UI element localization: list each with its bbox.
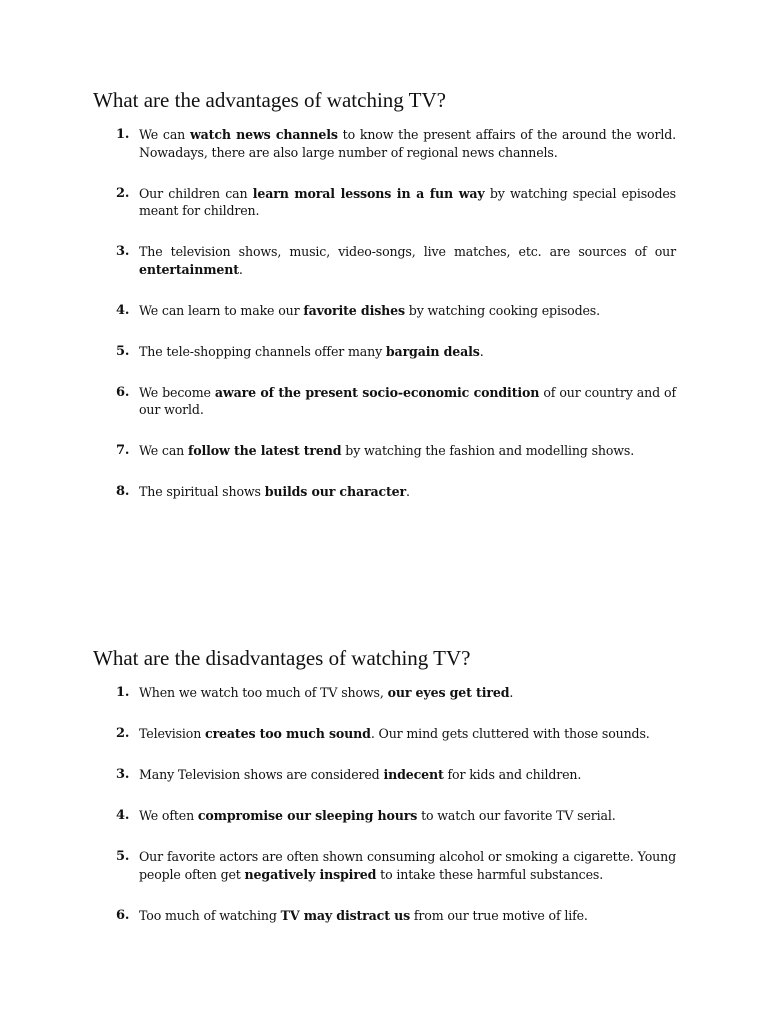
item-text: by watching the fashion and modelling shows. <box>341 443 635 458</box>
item-text: When we watch too much of TV shows, <box>139 685 388 700</box>
item-number: 6 . <box>116 907 129 925</box>
disadvantages-list <box>93 684 676 924</box>
list-item <box>93 766 676 784</box>
emphasis-text: TV may distract us <box>280 907 411 923</box>
advantages-section <box>93 86 676 524</box>
item-text: . <box>406 484 410 499</box>
list-item <box>93 302 676 320</box>
emphasis-text: compromise our sleeping hours <box>197 808 418 823</box>
list-item <box>93 442 676 460</box>
advantages-list <box>93 126 676 501</box>
item-text: for kids and children. <box>443 767 582 782</box>
disadvantages-heading: What are the disadvantages of watching TV? <box>93 646 471 670</box>
item-text: . Our mind gets cluttered with those sounds. <box>370 726 650 741</box>
item-text: from our true motive of life. <box>410 907 588 923</box>
item-text: Many Television shows are considered <box>139 767 384 782</box>
item-number: 2 . <box>116 185 129 203</box>
item-number: 3 . <box>116 766 129 784</box>
advantages-heading: What are the advantages of watching TV? <box>93 88 446 112</box>
item-text: We can <box>139 443 188 458</box>
list-item <box>93 848 676 883</box>
emphasis-text: aware of the present socio-economic condition <box>214 384 540 400</box>
emphasis-text: bargain deals <box>385 343 480 359</box>
item-number: 1 . <box>116 126 129 144</box>
item-text: We can learn to make our <box>139 302 304 318</box>
item-text: Our children can <box>139 185 253 201</box>
item-number: 1 . <box>116 684 129 702</box>
item-text: . <box>479 343 484 359</box>
item-number: 5 . <box>116 343 129 361</box>
item-text: to watch our favorite TV serial. <box>417 808 616 823</box>
list-item <box>93 243 676 278</box>
item-text: We can <box>139 127 190 142</box>
list-item <box>93 483 676 501</box>
item-text: by watching cooking episodes. <box>404 302 600 318</box>
item-text: We become <box>139 384 215 400</box>
item-text: to intake these harmful substances. <box>376 866 604 882</box>
list-item <box>93 684 676 702</box>
emphasis-text: entertainment <box>139 261 239 277</box>
list-item <box>93 807 676 825</box>
item-text: by watching special episodes meant for children. <box>139 185 676 218</box>
emphasis-text: indecent <box>383 767 444 782</box>
list-item <box>93 725 676 743</box>
item-number: 2 . <box>116 725 129 743</box>
item-text: We often <box>139 808 198 823</box>
list-item <box>93 185 676 220</box>
emphasis-text: creates too much sound <box>205 726 371 741</box>
item-text: Television <box>139 726 206 741</box>
emphasis-text: negatively inspired <box>244 866 377 882</box>
item-text: of our country and of our world. <box>139 384 676 417</box>
list-item <box>93 126 676 161</box>
item-number: 6 . <box>116 384 129 402</box>
disadvantages-section <box>93 644 676 948</box>
item-text: Our favorite actors are often shown consuming alcohol or smoking a cigarette. Young people often get <box>139 849 676 882</box>
item-text: to know the present affairs of the around the world. Nowadays, there are also large number of regional news channels. <box>139 127 676 160</box>
item-text: The tele-shopping channels offer many <box>139 343 386 359</box>
list-item <box>93 384 676 419</box>
item-number: 7 . <box>116 442 129 460</box>
list-item <box>93 907 676 925</box>
item-text: The television shows, music, video-songs, live matches, etc. are sources of our <box>139 244 676 259</box>
emphasis-text: our eyes get tired <box>387 685 510 700</box>
item-number: 5 . <box>116 848 129 866</box>
item-number: 8 . <box>116 483 129 501</box>
item-text: The spiritual shows <box>139 484 265 499</box>
item-number: 3 . <box>116 243 129 261</box>
item-text: . <box>509 685 514 700</box>
item-number: 4 . <box>116 807 129 825</box>
emphasis-text: follow the latest trend <box>188 443 342 458</box>
list-item <box>93 343 676 361</box>
emphasis-text: favorite dishes <box>303 302 405 318</box>
emphasis-text: watch news channels <box>189 127 338 142</box>
item-text: Too much of watching <box>139 907 281 923</box>
emphasis-text: builds our character <box>264 484 406 499</box>
emphasis-text: learn moral lessons in a fun way <box>252 185 485 201</box>
item-number: 4 . <box>116 302 129 320</box>
item-text: . <box>238 261 243 277</box>
